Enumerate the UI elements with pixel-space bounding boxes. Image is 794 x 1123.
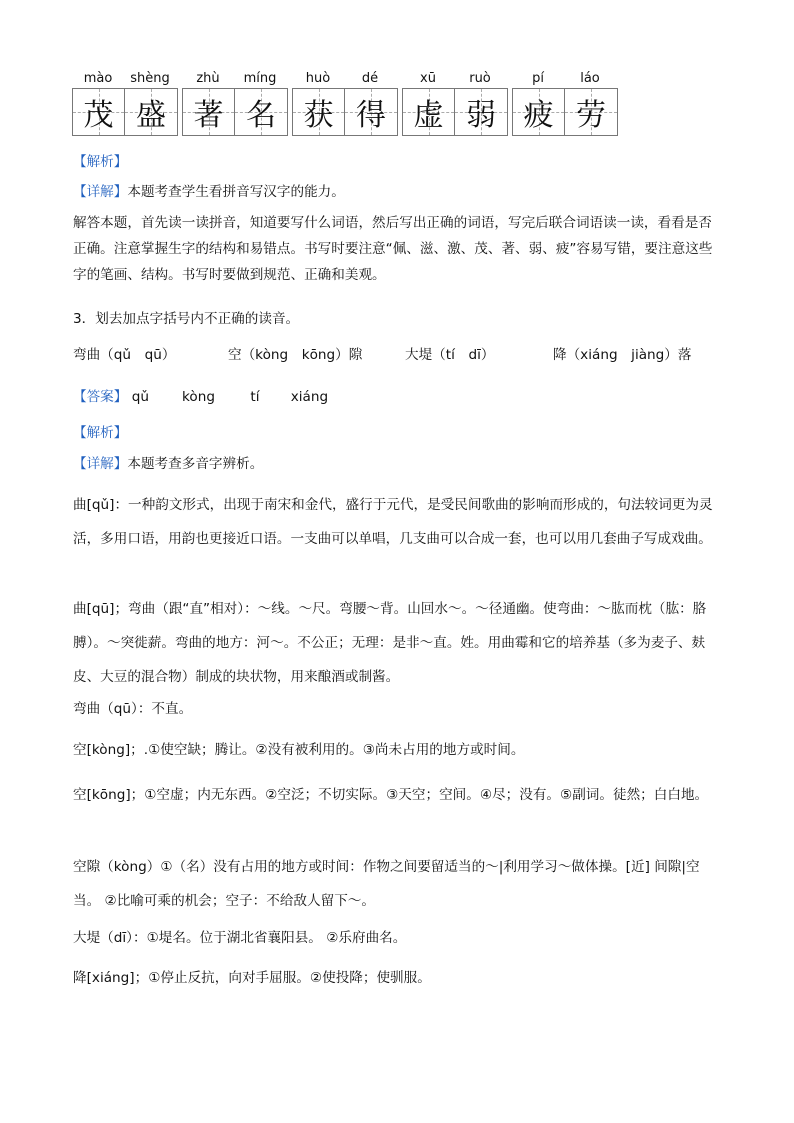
grid-word bbox=[512, 70, 618, 136]
grid-char: 盛 bbox=[136, 98, 166, 133]
tian-cell bbox=[403, 89, 455, 135]
explanation-paragraph: 解答本题，首先读一读拼音，知道要写什么词语，然后写出正确的词语，写完后联合词语读一读，看看是否正确。注意掌握生字的结构和易错点。书写时要注意“佩、滋、激、茂、著、弱、疲”容易写错，要注意这些字的笔画、结构。书写时要做到规范、正确和美观。 bbox=[73, 215, 713, 283]
xiangjie-tag: 【详解】 bbox=[73, 456, 128, 472]
definition-paragraph: 曲[qǔ]：一种韵文形式，出现于南宋和金代，盛行于元代，是受民间歌曲的影响而形成的，句法较词更为灵活，多用口语，用韵也更接近口语。一支曲可以单唱，几支曲可以合成一套，也可以用几套曲子写成戏曲。 bbox=[73, 497, 713, 547]
pinyin-label: dé bbox=[361, 71, 379, 86]
grid-char: 得 bbox=[356, 98, 386, 133]
definition-paragraph: 空[kōng]；①空虚；内无东西。②空泛；不切实际。③天空；空间。④尽；没有。⑤副词。徒然；白白地。 bbox=[73, 787, 709, 803]
grid-char: 疲 bbox=[523, 98, 554, 133]
question-item: 降（xiáng jiàng）落 bbox=[553, 347, 692, 363]
grid-char: 虚 bbox=[413, 98, 444, 133]
tian-cell bbox=[293, 89, 345, 135]
pinyin-label: zhù bbox=[196, 71, 220, 86]
definition-paragraph: 空隙（kòng）①（名）没有占用的地方或时间：作物之间要留适当的～|利用学习～做体操。[近] 间隙|空当。 ②比喻可乘的机会；空子：不给敌人留下～。 bbox=[73, 859, 700, 909]
pinyin-label: mào bbox=[83, 71, 113, 86]
answer-line bbox=[73, 385, 328, 405]
xiangjie-text: 本题考查多音字辨析。 bbox=[127, 456, 264, 472]
pinyin-label: ruò bbox=[469, 71, 491, 86]
jiexi-heading: 【解析】 bbox=[73, 425, 128, 441]
question-item: 空（kòng kōng）隙 bbox=[228, 347, 363, 363]
tian-cell bbox=[455, 89, 507, 135]
xiangjie-tag: 【详解】 bbox=[73, 184, 128, 200]
pinyin-label: míng bbox=[243, 71, 277, 86]
answer-tag: 【答案】 bbox=[73, 389, 128, 405]
tian-cell bbox=[125, 89, 177, 135]
xiangjie-line bbox=[73, 180, 345, 200]
grid-char: 弱 bbox=[466, 98, 496, 133]
definition-paragraph: 空[kòng]；.①使空缺；腾让。②没有被利用的。③尚未占用的地方或时间。 bbox=[73, 742, 525, 758]
pinyin-label: pí bbox=[532, 71, 544, 86]
tian-cell bbox=[183, 89, 235, 135]
definition-paragraph: 大堤（dī）：①堤名。位于湖北省襄阳县。 ②乐府曲名。 bbox=[73, 930, 407, 946]
question-item: 弯曲（qǔ qū） bbox=[73, 347, 176, 363]
tian-cell bbox=[565, 89, 617, 135]
definition-paragraph: 曲[qū]；弯曲（跟“直”相对）：～线。～尺。弯腰～背。山回水～。～径通幽。使弯曲：～肱而枕（肱：胳膊）。～突徙薪。弯曲的地方：河～。不公正；无理：是非～直。姓。用曲霉和它的培养基（多为麦子、麸皮、大豆的混合物）制成的块状物，用来酿酒或制酱。 bbox=[73, 601, 707, 685]
answer-value: qǔ bbox=[131, 389, 149, 405]
answer-value: tí bbox=[250, 389, 260, 405]
grid-char: 劳 bbox=[576, 98, 606, 133]
tian-cell bbox=[73, 89, 125, 135]
tian-cell bbox=[513, 89, 565, 135]
grid-word bbox=[292, 70, 398, 136]
pinyin-label: láo bbox=[580, 71, 600, 86]
grid-word bbox=[402, 70, 508, 136]
pinyin-label: shèng bbox=[130, 71, 170, 86]
grid-char: 名 bbox=[246, 98, 276, 133]
pinyin-label: xū bbox=[420, 71, 436, 86]
grid-char: 获 bbox=[303, 98, 334, 133]
grid-char: 茂 bbox=[83, 98, 114, 133]
definition-paragraph: 降[xiáng]；①停止反抗，向对手屈服。②使投降；使驯服。 bbox=[73, 970, 431, 986]
pinyin-grid bbox=[72, 70, 618, 136]
tian-cell bbox=[235, 89, 287, 135]
grid-word bbox=[72, 70, 178, 136]
answer-value: xiáng bbox=[290, 389, 329, 405]
grid-char: 著 bbox=[193, 98, 224, 133]
grid-word bbox=[182, 70, 288, 136]
xiangjie-text: 本题考查学生看拼音写汉字的能力。 bbox=[127, 184, 345, 200]
question-title: 3．划去加点字括号内不正确的读音。 bbox=[73, 311, 300, 327]
answer-value: kòng bbox=[182, 389, 215, 405]
jiexi-heading: 【解析】 bbox=[73, 154, 128, 170]
tian-cell bbox=[345, 89, 397, 135]
xiangjie-line bbox=[73, 452, 263, 472]
definition-paragraph: 弯曲（qū）：不直。 bbox=[73, 701, 193, 717]
pinyin-label: huò bbox=[305, 71, 331, 86]
question-item: 大堤（tí dī） bbox=[405, 347, 495, 363]
